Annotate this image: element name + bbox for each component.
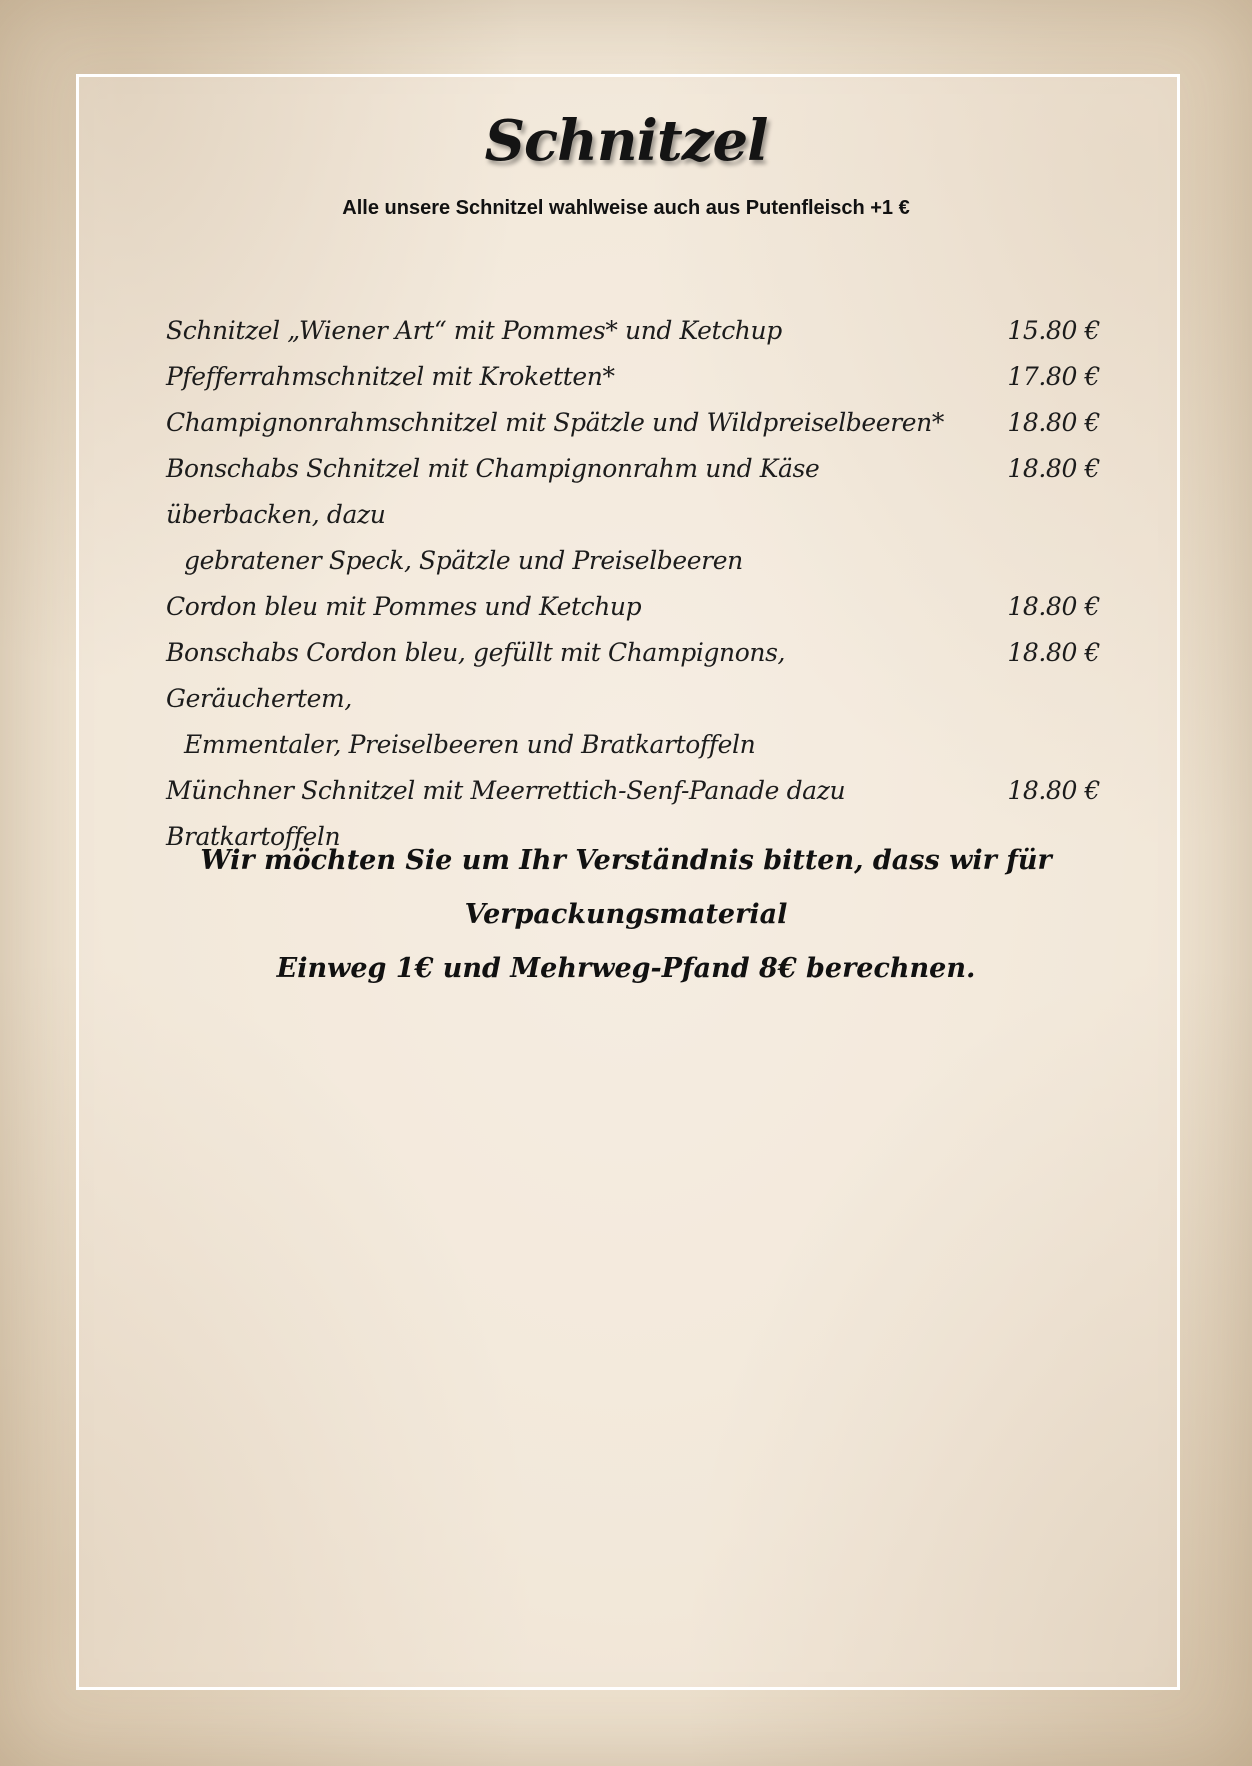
packaging-notice-line2: Einweg 1€ und Mehrweg-Pfand 8€ berechnen.	[276, 953, 976, 984]
menu-item-name	[166, 446, 966, 584]
menu-item	[166, 354, 1100, 400]
menu-item-name-line2: gebratener Speck, Spätzle und Preiselbeeren	[184, 546, 743, 575]
menu-item-name	[166, 308, 966, 354]
menu-item	[166, 400, 1100, 446]
menu-item	[166, 630, 1100, 768]
menu-item-name-line2: Emmentaler, Preiselbeeren und Bratkartoffeln	[184, 730, 756, 759]
page-title: Schnitzel	[484, 108, 768, 174]
menu-item-name-line1: Münchner Schnitzel mit Meerrettich-Senf-Panade dazu Bratkartoffeln	[166, 776, 846, 851]
menu-item-name-line1: Schnitzel „Wiener Art“ mit Pommes* und Ketchup	[166, 316, 782, 345]
packaging-notice	[130, 834, 1122, 996]
menu-item-price: 18.80 €	[1007, 776, 1100, 805]
subtitle: Alle unsere Schnitzel wahlweise auch aus Putenfleisch +1 €	[342, 197, 910, 219]
menu-item-price: 18.80 €	[1007, 638, 1100, 667]
menu-item-price: 17.80 €	[1007, 362, 1100, 391]
menu-item-name-line1: Bonschabs Cordon bleu, gefüllt mit Champignons, Geräuchertem,	[166, 638, 786, 713]
packaging-notice-line1: Wir möchten Sie um Ihr Verständnis bitten, dass wir für Verpackungsmaterial	[200, 845, 1052, 930]
menu-item-name-line1: Pfefferrahmschnitzel mit Kroketten*	[166, 362, 615, 391]
menu-list	[166, 308, 1100, 860]
menu-item-name	[166, 584, 966, 630]
menu-item	[166, 308, 1100, 354]
menu-item-name	[166, 400, 966, 446]
menu-item-name	[166, 630, 966, 768]
menu-item	[166, 584, 1100, 630]
menu-item-name-line1: Champignonrahmschnitzel mit Spätzle und Wildpreiselbeeren*	[166, 408, 944, 437]
menu-item	[166, 446, 1100, 584]
menu-item-name-line1: Cordon bleu mit Pommes und Ketchup	[166, 592, 642, 621]
menu-item-price: 15.80 €	[1007, 316, 1100, 345]
menu-item-price: 18.80 €	[1007, 454, 1100, 483]
menu-item-name-line1: Bonschabs Schnitzel mit Champignonrahm und Käse überbacken, dazu	[166, 454, 820, 529]
menu-item-price: 18.80 €	[1007, 592, 1100, 621]
menu-item-price: 18.80 €	[1007, 408, 1100, 437]
menu-item-name	[166, 354, 966, 400]
